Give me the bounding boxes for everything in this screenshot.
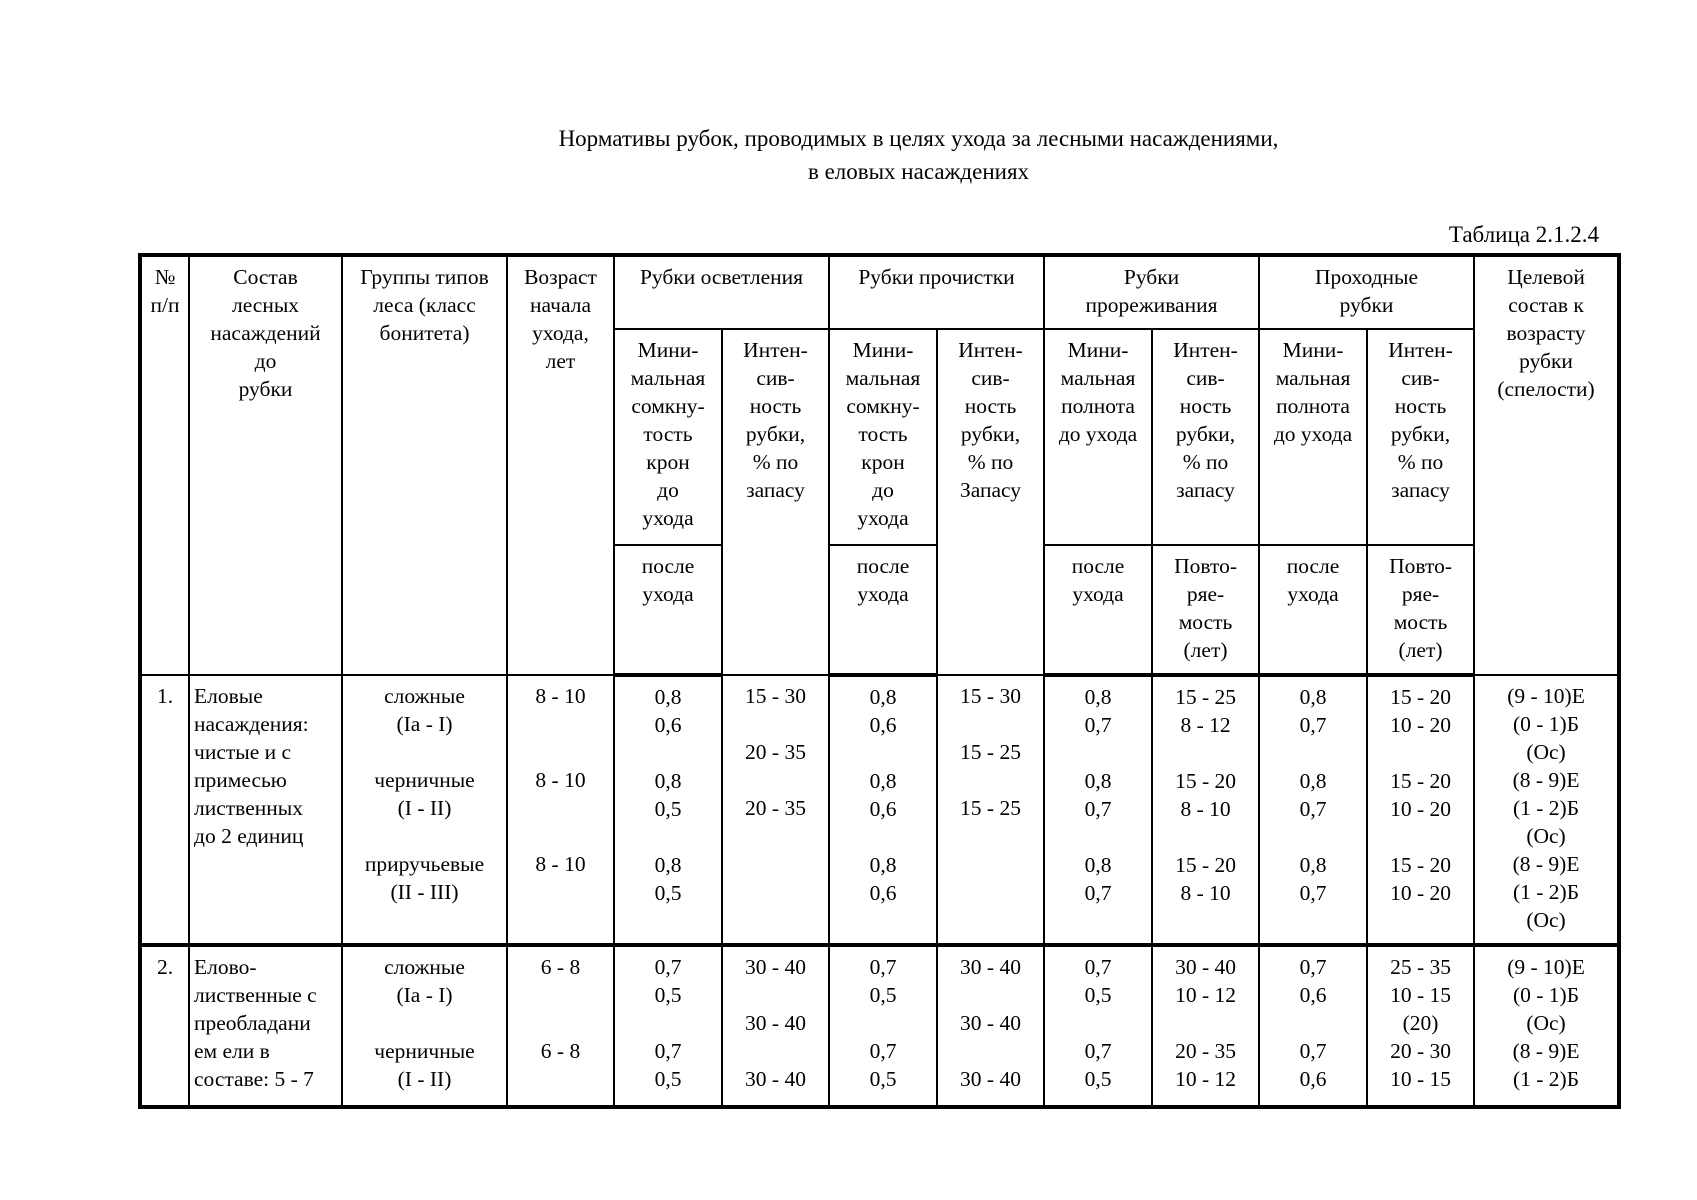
cell-line: 8 - 12 xyxy=(1180,713,1231,737)
cell-line: составе: 5 - 7 xyxy=(194,1067,314,1091)
cell-line xyxy=(347,1009,502,1037)
cell-line: 0,7 xyxy=(1299,955,1327,979)
cell-line: 0,7 xyxy=(1299,881,1327,905)
header-passage-after xyxy=(1259,545,1367,675)
cell-line: лиственных xyxy=(194,796,303,820)
row-2-clearing-min xyxy=(614,945,722,1107)
cell-line: запасу xyxy=(1391,478,1450,502)
cell-line: ность xyxy=(1394,394,1447,418)
cell-line: 0,6 xyxy=(1299,983,1327,1007)
cell-line: черничные xyxy=(374,768,475,792)
cell-line xyxy=(619,1009,717,1037)
header-num xyxy=(140,255,189,675)
cell-line: (спелости) xyxy=(1497,377,1595,401)
cell-line: 8 - 10 xyxy=(535,852,586,876)
cell-line: сив- xyxy=(1401,366,1440,390)
header-passage-repeat xyxy=(1367,545,1474,675)
cell-line xyxy=(1049,823,1147,851)
cell-line xyxy=(942,981,1039,1009)
cell-line: 15 - 20 xyxy=(1390,853,1451,877)
cell-line: 0,8 xyxy=(1299,769,1327,793)
cell-line: 10 - 20 xyxy=(1390,797,1451,821)
cell-line: 15 - 30 xyxy=(960,684,1021,708)
cell-line: 0,7 xyxy=(1299,797,1327,821)
cell-line: 30 - 40 xyxy=(745,1011,806,1035)
cell-line: 8 - 10 xyxy=(535,684,586,708)
row-1-passage-min xyxy=(1259,675,1367,945)
cell-line: 0,7 xyxy=(1084,1039,1112,1063)
cell-line: Состав xyxy=(233,265,298,289)
header-cleaning-intensity xyxy=(937,329,1044,675)
cell-line: Мини- xyxy=(852,338,914,362)
cell-line: 0,8 xyxy=(654,685,682,709)
cell-line: 0,5 xyxy=(654,797,682,821)
cell-line: 0,8 xyxy=(1299,685,1327,709)
cell-line: мальная xyxy=(1275,366,1351,390)
cell-line: (8 - 9)Е xyxy=(1512,1039,1580,1063)
cell-line: (лет) xyxy=(1398,638,1443,662)
cell-line: (0 - 1)Б xyxy=(1512,983,1580,1007)
cell-line: 10 - 20 xyxy=(1390,881,1451,905)
header-composition xyxy=(189,255,342,675)
cell-line: рубки xyxy=(1519,349,1573,373)
row-1-forest-types xyxy=(342,675,507,945)
row-2-target xyxy=(1474,945,1619,1107)
cell-line: Интен- xyxy=(1173,338,1238,362)
cell-line xyxy=(512,710,609,738)
cell-line: сив- xyxy=(971,366,1010,390)
cell-line: 10 - 15 xyxy=(1390,1067,1451,1091)
row-1-cleaning-min xyxy=(829,675,937,945)
cell-line: (9 - 10)Е xyxy=(1507,684,1585,708)
cell-line: до ухода xyxy=(1273,422,1353,446)
cell-line: 15 - 25 xyxy=(1175,685,1236,709)
cell-line: после xyxy=(641,554,695,578)
cell-line xyxy=(1264,823,1362,851)
cell-line: 30 - 40 xyxy=(960,1067,1021,1091)
cell-line xyxy=(1157,823,1254,851)
cell-line: прореживания xyxy=(1085,293,1218,317)
cell-line: ряе- xyxy=(1401,582,1440,606)
cell-line xyxy=(727,1037,824,1065)
cell-line: 15 - 20 xyxy=(1390,769,1451,793)
cell-line: 15 - 30 xyxy=(745,684,806,708)
cell-line: 0,6 xyxy=(869,797,897,821)
row-2-cleaning-min xyxy=(829,945,937,1107)
cell-line: приручьевые xyxy=(364,852,485,876)
title-line-1: Нормативы рубок, проводимых в целях ухода за лесными насаждениями, xyxy=(558,126,1279,151)
cell-line xyxy=(512,822,609,850)
cell-line: сомкну- xyxy=(846,394,920,418)
cell-line: 10 - 15 xyxy=(1390,983,1451,1007)
row-1-composition xyxy=(189,675,342,945)
cell-line: 0,7 xyxy=(1299,1039,1327,1063)
cell-line: 0,8 xyxy=(1084,685,1112,709)
cell-line xyxy=(512,738,609,766)
cell-line: 15 - 25 xyxy=(960,740,1021,764)
cell-line xyxy=(1049,739,1147,767)
cell-line: 0,6 xyxy=(654,713,682,737)
row-2-num: 2. xyxy=(140,945,189,1107)
cell-line: состав к xyxy=(1508,293,1584,317)
header-cleaning-after xyxy=(829,545,937,675)
cell-line: лиственные с xyxy=(194,983,317,1007)
row-1-passage-intensity xyxy=(1367,675,1474,945)
cell-line: (8 - 9)Е xyxy=(1512,768,1580,792)
cell-line: 0,7 xyxy=(1084,713,1112,737)
cell-line: 0,8 xyxy=(869,769,897,793)
cell-line: начала xyxy=(529,293,591,317)
cell-line: 0,8 xyxy=(654,769,682,793)
header-passage xyxy=(1259,255,1474,329)
cell-line: 8 - 10 xyxy=(1180,881,1231,905)
cell-line: возрасту xyxy=(1506,321,1586,345)
cell-line: 20 - 35 xyxy=(745,796,806,820)
cell-line: (0 - 1)Б xyxy=(1512,712,1580,736)
cell-line: № xyxy=(154,265,176,289)
header-thinning-repeat xyxy=(1152,545,1259,675)
norms-table xyxy=(138,253,1621,1109)
cell-line: 0,6 xyxy=(1299,1067,1327,1091)
cell-line: мальная xyxy=(845,366,921,390)
cell-line: Проходные xyxy=(1315,265,1419,289)
cell-line: рубки, xyxy=(1175,422,1236,446)
cell-line: 15 - 20 xyxy=(1175,853,1236,877)
cell-line: насаждения: xyxy=(194,712,309,736)
cell-line: до xyxy=(657,478,679,502)
cell-line: 0,7 xyxy=(1084,797,1112,821)
row-2-start-age xyxy=(507,945,614,1107)
cell-line: (Ia - I) xyxy=(396,983,453,1007)
cell-line: 0,7 xyxy=(869,1039,897,1063)
cell-line: 15 - 25 xyxy=(960,796,1021,820)
row-2-thinning-intensity xyxy=(1152,945,1259,1107)
header-thinning xyxy=(1044,255,1259,329)
cell-line: ность xyxy=(1179,394,1232,418)
cell-line: 8 - 10 xyxy=(535,768,586,792)
cell-line: насаждений xyxy=(210,321,321,345)
cell-line: ухода xyxy=(642,582,694,606)
cell-line xyxy=(727,710,824,738)
cell-line xyxy=(619,823,717,851)
cell-line: 6 - 8 xyxy=(540,955,581,979)
cell-line: после xyxy=(1286,554,1340,578)
cell-line: Елово- xyxy=(194,955,257,979)
cell-line xyxy=(1157,1009,1254,1037)
header-cleaning-min-closure xyxy=(829,329,937,545)
cell-line: ухода xyxy=(857,506,909,530)
header-passage-min-density xyxy=(1259,329,1367,545)
row-2-passage-intensity xyxy=(1367,945,1474,1107)
cell-line: Интен- xyxy=(743,338,808,362)
row-2-cleaning-intensity xyxy=(937,945,1044,1107)
cell-line: рубки, xyxy=(745,422,806,446)
table-row xyxy=(140,945,1619,1107)
cell-line xyxy=(834,739,932,767)
cell-line: 0,8 xyxy=(1299,853,1327,877)
cell-line: Повто- xyxy=(1174,554,1237,578)
cell-line: Интен- xyxy=(1388,338,1453,362)
cell-line: % по xyxy=(752,450,799,474)
cell-line: 0,5 xyxy=(654,881,682,905)
cell-line: ряе- xyxy=(1186,582,1225,606)
cell-line: 0,7 xyxy=(654,955,682,979)
cell-line: лесных xyxy=(231,293,300,317)
cell-line: ность xyxy=(749,394,802,418)
cell-line: п/п xyxy=(150,293,180,317)
cell-line: 0,7 xyxy=(1299,713,1327,737)
cell-line: 30 - 40 xyxy=(1175,955,1236,979)
cell-line: (Ос) xyxy=(1526,1011,1566,1035)
cell-line: 0,8 xyxy=(869,853,897,877)
cell-line: Еловые xyxy=(194,684,263,708)
cell-line xyxy=(727,981,824,1009)
cell-line: (Ос) xyxy=(1526,740,1566,764)
header-clearing-min-closure xyxy=(614,329,722,545)
title-line-2: в еловых насаждениях xyxy=(807,159,1030,184)
table-row xyxy=(140,675,1619,945)
cell-line: рубки xyxy=(1339,293,1394,317)
cell-line: до xyxy=(254,349,277,373)
cell-line: сив- xyxy=(756,366,795,390)
header-target xyxy=(1474,255,1619,675)
row-1-clearing-intensity xyxy=(722,675,829,945)
cell-line: (Ос) xyxy=(1526,824,1566,848)
cell-line: после xyxy=(1071,554,1125,578)
cell-line xyxy=(512,1009,609,1037)
cell-line: мальная xyxy=(630,366,706,390)
cell-line: 20 - 30 xyxy=(1390,1039,1451,1063)
cell-line: 30 - 40 xyxy=(745,1067,806,1091)
cell-line: ухода xyxy=(642,506,694,530)
cell-line: сомкну- xyxy=(631,394,705,418)
cell-line: после xyxy=(856,554,910,578)
cell-line xyxy=(834,1009,932,1037)
cell-line: 0,5 xyxy=(869,983,897,1007)
row-1-thinning-intensity xyxy=(1152,675,1259,945)
document-title xyxy=(0,122,1697,188)
cell-line: Целевой xyxy=(1507,265,1585,289)
cell-line: сложные xyxy=(384,684,465,708)
row-1-target xyxy=(1474,675,1619,945)
cell-line: тость xyxy=(858,422,908,446)
cell-line xyxy=(942,1037,1039,1065)
cell-line: полнота xyxy=(1276,394,1350,418)
header-thinning-after xyxy=(1044,545,1152,675)
cell-line: до ухода xyxy=(1058,422,1138,446)
cell-line xyxy=(512,981,609,1009)
cell-line: сив- xyxy=(1186,366,1225,390)
cell-line xyxy=(834,823,932,851)
cell-line: (II - III) xyxy=(390,880,459,904)
cell-line: 10 - 12 xyxy=(1175,983,1236,1007)
cell-line: ухода xyxy=(1287,582,1339,606)
row-1-thinning-min xyxy=(1044,675,1152,945)
row-1-start-age xyxy=(507,675,614,945)
cell-line: (Ос) xyxy=(1526,908,1566,932)
row-2-clearing-intensity xyxy=(722,945,829,1107)
cell-line: Возраст xyxy=(524,265,597,289)
cell-line: 6 - 8 xyxy=(540,1039,581,1063)
cell-line: бонитета) xyxy=(379,321,470,345)
cell-line: 0,5 xyxy=(1084,983,1112,1007)
cell-line: чистые и с xyxy=(194,740,292,764)
cell-line: 0,8 xyxy=(1084,853,1112,877)
cell-line xyxy=(619,739,717,767)
cell-line: 0,5 xyxy=(1084,1067,1112,1091)
cell-line xyxy=(1372,823,1469,851)
header-cleaning: Рубки прочистки xyxy=(829,255,1044,329)
cell-line: Мини- xyxy=(637,338,699,362)
row-2-composition xyxy=(189,945,342,1107)
header-forest-types xyxy=(342,255,507,675)
cell-line xyxy=(347,822,502,850)
cell-line: (Ia - I) xyxy=(396,712,453,736)
cell-line: Интен- xyxy=(958,338,1023,362)
cell-line: (8 - 9)Е xyxy=(1512,852,1580,876)
header-clearing: Рубки осветления xyxy=(614,255,829,329)
cell-line: крон xyxy=(861,450,905,474)
cell-line: лет xyxy=(545,349,576,373)
cell-line: 15 - 20 xyxy=(1390,685,1451,709)
row-1-num: 1. xyxy=(140,675,189,945)
cell-line: запасу xyxy=(746,478,805,502)
cell-line: 0,8 xyxy=(654,853,682,877)
cell-line: Рубки xyxy=(1123,265,1180,289)
cell-line: (9 - 10)Е xyxy=(1507,955,1585,979)
cell-line: 30 - 40 xyxy=(745,955,806,979)
cell-line: (I - II) xyxy=(397,796,452,820)
cell-line: (I - II) xyxy=(397,1067,452,1091)
header-thinning-min-density xyxy=(1044,329,1152,545)
cell-line: преобладани xyxy=(194,1011,311,1035)
cell-line: 0,8 xyxy=(869,685,897,709)
row-1-clearing-min xyxy=(614,675,722,945)
header-start-age xyxy=(507,255,614,675)
cell-line: рубки xyxy=(238,377,293,401)
cell-line: полнота xyxy=(1061,394,1135,418)
cell-line: % по xyxy=(1182,450,1229,474)
cell-line: мальная xyxy=(1060,366,1136,390)
cell-line xyxy=(1264,1009,1362,1037)
cell-line: ухода, xyxy=(532,321,589,345)
cell-line: 0,7 xyxy=(1084,881,1112,905)
cell-line: Мини- xyxy=(1067,338,1129,362)
cell-line: сложные xyxy=(384,955,465,979)
header-clearing-after xyxy=(614,545,722,675)
cell-line: 0,7 xyxy=(1084,955,1112,979)
cell-line: 15 - 20 xyxy=(1175,769,1236,793)
cell-line: (лет) xyxy=(1183,638,1228,662)
cell-line: 0,5 xyxy=(654,983,682,1007)
cell-line xyxy=(1372,739,1469,767)
row-2-passage-min xyxy=(1259,945,1367,1107)
cell-line: (20) xyxy=(1402,1011,1439,1035)
cell-line: до xyxy=(872,478,894,502)
cell-line: рубки, xyxy=(1390,422,1451,446)
cell-line: 10 - 12 xyxy=(1175,1067,1236,1091)
cell-line: 0,7 xyxy=(869,955,897,979)
cell-line: 20 - 35 xyxy=(745,740,806,764)
row-2-thinning-min xyxy=(1044,945,1152,1107)
cell-line xyxy=(512,794,609,822)
cell-line: 20 - 35 xyxy=(1175,1039,1236,1063)
cell-line: 30 - 40 xyxy=(960,955,1021,979)
cell-line: Повто- xyxy=(1389,554,1452,578)
cell-line: 0,6 xyxy=(869,881,897,905)
cell-line xyxy=(942,766,1039,794)
table-number-label: Таблица 2.1.2.4 xyxy=(1448,222,1599,247)
cell-line: черничные xyxy=(374,1039,475,1063)
cell-line: % по xyxy=(967,450,1014,474)
cell-line: примесью xyxy=(194,768,287,792)
cell-line: ухода xyxy=(1072,582,1124,606)
header-thinning-intensity xyxy=(1152,329,1259,545)
cell-line: мость xyxy=(1393,610,1448,634)
row-2-forest-types xyxy=(342,945,507,1107)
cell-line: рубки, xyxy=(960,422,1021,446)
cell-line: 8 - 10 xyxy=(1180,797,1231,821)
header-passage-intensity xyxy=(1367,329,1474,545)
cell-line: 0,7 xyxy=(654,1039,682,1063)
cell-line xyxy=(347,738,502,766)
cell-line: леса (класс xyxy=(373,293,476,317)
cell-line: 0,6 xyxy=(869,713,897,737)
cell-line: 10 - 20 xyxy=(1390,713,1451,737)
cell-line: 25 - 35 xyxy=(1390,955,1451,979)
cell-line: ность xyxy=(964,394,1017,418)
cell-line: запасу xyxy=(1176,478,1235,502)
cell-line: Мини- xyxy=(1282,338,1344,362)
row-1-cleaning-intensity xyxy=(937,675,1044,945)
cell-line: (1 - 2)Б xyxy=(1512,796,1580,820)
cell-line xyxy=(942,710,1039,738)
cell-line: ем ели в xyxy=(194,1039,270,1063)
cell-line: (1 - 2)Б xyxy=(1512,880,1580,904)
cell-line: Группы типов xyxy=(360,265,489,289)
cell-line: до 2 единиц xyxy=(194,824,304,848)
cell-line: 30 - 40 xyxy=(960,1011,1021,1035)
cell-line xyxy=(727,766,824,794)
cell-line: тость xyxy=(643,422,693,446)
cell-line: 0,8 xyxy=(1084,769,1112,793)
cell-line: ухода xyxy=(857,582,909,606)
header-clearing-intensity xyxy=(722,329,829,675)
cell-line: Запасу xyxy=(959,478,1022,502)
cell-line: 0,5 xyxy=(654,1067,682,1091)
cell-line xyxy=(1264,739,1362,767)
cell-line xyxy=(1157,739,1254,767)
cell-line: 0,5 xyxy=(869,1067,897,1091)
cell-line: (1 - 2)Б xyxy=(1512,1067,1580,1091)
cell-line: % по xyxy=(1397,450,1444,474)
cell-line: крон xyxy=(646,450,690,474)
cell-line: мость xyxy=(1178,610,1233,634)
cell-line xyxy=(1049,1009,1147,1037)
